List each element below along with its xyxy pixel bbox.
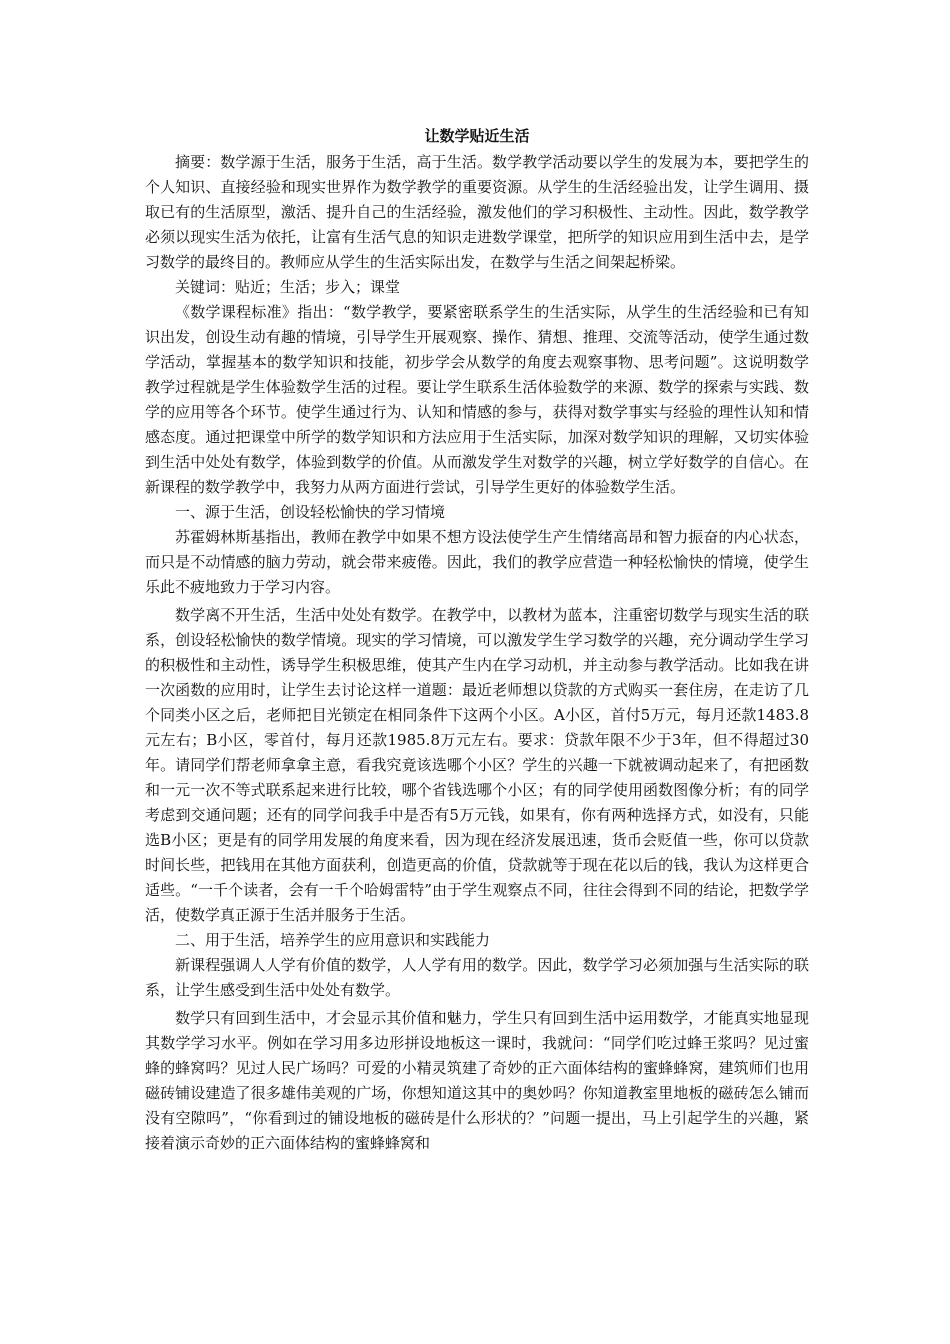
section-heading: 一、源于生活，创设轻松愉快的学习情境 — [175, 503, 446, 521]
body-paragraph: 苏霍姆林斯基指出，教师在教学中如果不想方设法使学生产生情绪高昂和智力振奋的内心状态，而只是不动情感的脑力劳动，就会带来疲倦。因此，我们的教学应营造一种轻松愉快的情境，使学生乐此不疲地致力于学习内容。 — [145, 528, 809, 596]
abstract-paragraph: 摘要：数学源于生活，服务于生活，高于生活。数学教学活动要以学生的发展为本，要把学生的个人知识、直接经验和现实世界作为数学教学的重要资源。从学生的生活经验出发，让学生调用、摄取已有的生活原型，激活、提升自己的生活经验，激发他们的学习积极性、主动性。因此，数学教学必须以现实生活为依托，让富有生活气息的知识走进数学课堂，把所学的知识应用到生活中去，是学习数学的最终目的。教师应从学生的生活实际出发，在数学与生活之间架起桥梁。 — [145, 153, 809, 271]
body-paragraph: 新课程强调人人学有价值的数学，人人学有用的数学。因此，数学学习必须加强与生活实际的联系，让学生感受到生活中处处有数学。 — [145, 956, 809, 999]
document-title: 让数学贴近生活 — [424, 127, 530, 145]
body-paragraph: 数学离不开生活，生活中处处有数学。在教学中，以教材为蓝本，注重密切数学与现实生活的联系，创设轻松愉快的数学情境。现实的学习情境，可以激发学生学习数学的兴趣，充分调动学生学习的积极性和主动性，诱导学生积极思维，使其产生内在学习动机，并主动参与教学活动。比如我在讲一次函数的应用时，让学生去讨论这样一道题：最近老师想以贷款的方式购买一套住房，在走访了几个同类小区之后，老师把目光锁定在相同条件下这两个小区。A小区，首付5万元，每月还款1483.8元左右；B小区，零首付，每月还款1985.8万元左右。要求：贷款年限不少于3年，但不得超过30年。请同学们帮老师拿拿主意，看我究竟该选哪个小区？学生的兴趣一下就被调动起来了，有把函数和一元一次不等式联系起来进行比较，哪个省钱选哪个小区；有的同学使用函数图像分析；有的同学考虑到交通问题；还有的同学问我手中是否有5万元钱，如果有，你有两种选择方式，如没有，只能选B小区；更是有的同学用发展的角度来看，因为现在经济发展迅速，货币会贬值一些，你可以贷款时间长些，把钱用在其他方面获利，创造更高的价值，贷款就等于现在花以后的钱，我认为这样更合适些。“一千个读者，会有一千个哈姆雷特”由于学生观察点不同，往往会得到不同的结论，把数学学活，使数学真正源于生活并服务于生活。 — [145, 606, 809, 924]
body-paragraph: 《数学课程标准》指出：“数学教学，要紧密联系学生的生活实际，从学生的生活经验和已有知识出发，创设生动有趣的情境，引导学生开展观察、操作、猜想、推理、交流等活动，使学生通过数学活动，掌握基本的数学知识和技能，初步学会从数学的角度去观察事物、思考问题”。这说明数学教学过程就是学生体验数学生活的过程。要让学生联系生活体验数学的来源、数学的探索与实践、数学的应用等各个环节。使学生通过行为、认知和情感的参与，获得对数学事实与经验的理性认知和情感态度。通过把课堂中所学的数学知识和方法应用于生活实际，加深对数学知识的理解，又切实体验到生活中处处有数学，体验到数学的价值。从而激发学生对数学的兴趣，树立学好数学的自信心。在新课程的数学教学中，我努力从两方面进行尝试，引导学生更好的体验数学生活。 — [145, 303, 809, 496]
document-page — [145, 122, 809, 1156]
keywords-paragraph: 关键词：贴近；生活；步入；课堂 — [175, 278, 401, 296]
section-heading: 二、用于生活，培养学生的应用意识和实践能力 — [175, 931, 491, 949]
body-paragraph: 数学只有回到生活中，才会显示其价值和魅力，学生只有回到生活中运用数学，才能真实地显现其数学学习水平。例如在学习用多边形拼设地板这一课时，我就问：“同学们吃过蜂王浆吗？见过蜜蜂的蜂窝吗？见过人民广场吗？可爱的小精灵筑建了奇妙的正六面体结构的蜜蜂蜂窝，建筑师们也用磁砖铺设建造了很多雄伟美观的广场，你想知道这其中的奥妙吗？你知道教室里地板的磁砖怎么铺而没有空隙吗”，“你看到过的铺设地板的磁砖是什么形状的？”问题一提出，马上引起学生的兴趣，紧接着演示奇妙的正六面体结构的蜜蜂蜂窝和 — [145, 1009, 809, 1152]
